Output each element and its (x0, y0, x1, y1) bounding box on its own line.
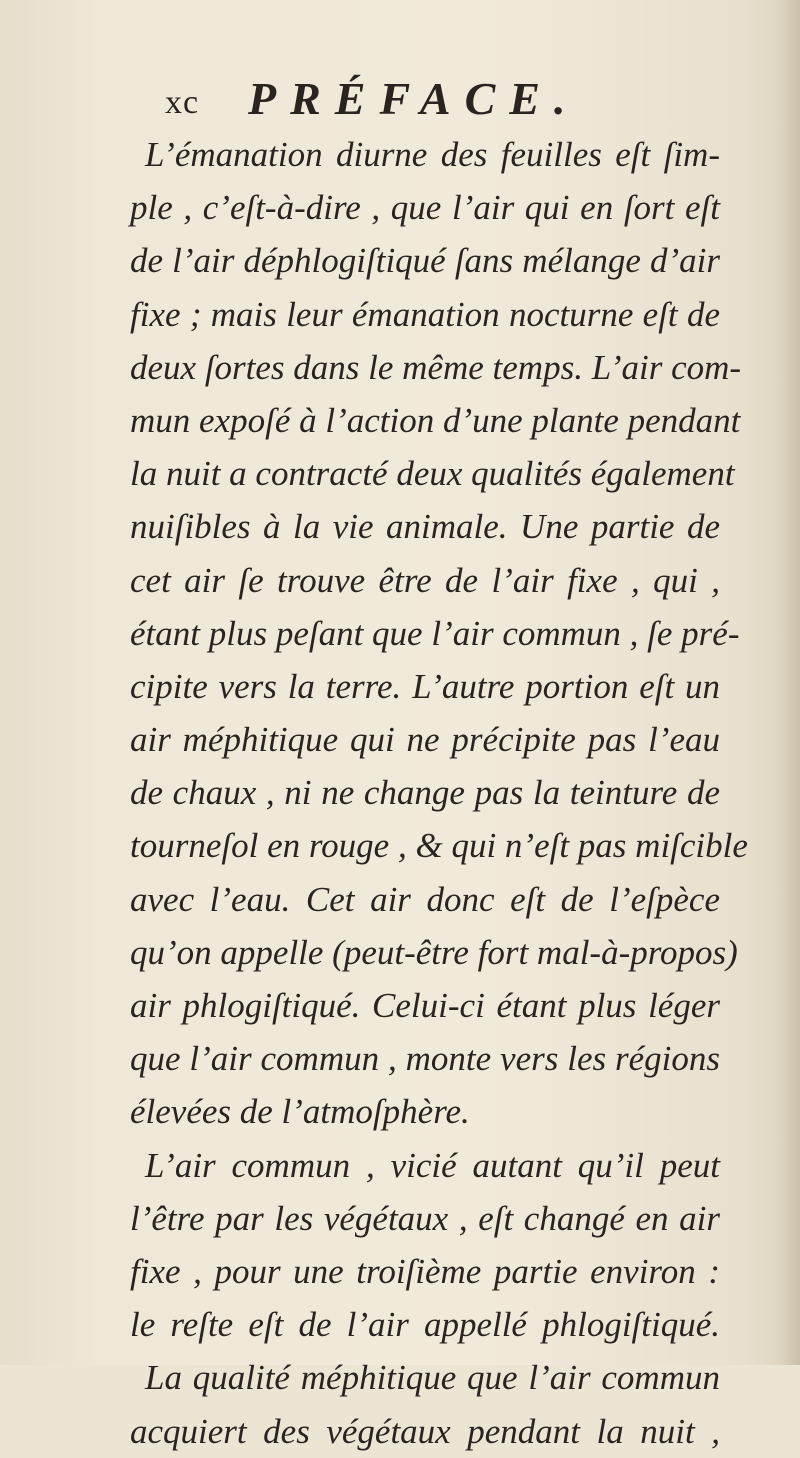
text-line: mun expoſé à l’action d’une plante pendant (130, 400, 741, 440)
text-line: l’être par les végétaux , eſt changé en air (130, 1198, 720, 1238)
text-line: qu’on appelle (peut-être fort mal-à-propos) (130, 932, 738, 972)
text-line: nuiſibles à la vie animale. Une partie de (130, 507, 720, 547)
text-line: tourneſol en rouge , & qui n’eſt pas miſcible (130, 826, 748, 866)
text-line: La qualité méphitique que l’air commun (145, 1358, 720, 1398)
running-title: PRÉFACE. (248, 73, 580, 124)
text-line: fixe ; mais leur émanation nocturne eſt de (130, 294, 720, 334)
text-line: L’air commun , vicié autant qu’il peut (145, 1145, 720, 1185)
text-line: cipite vers la terre. L’autre portion eſt un (130, 666, 720, 706)
text-line: deux ſortes dans le même temps. L’air com- (130, 347, 742, 387)
page-number: xc (165, 84, 200, 121)
text-line: le reſte eſt de l’air appellé phlogiſtiqué. (130, 1305, 720, 1345)
text-line: L’émanation diurne des feuilles eſt ſim- (145, 135, 720, 174)
text-line: élevées de l’atmoſphère. (130, 1092, 470, 1132)
page-header (165, 72, 705, 132)
text-line: avec l’eau. Cet air donc eſt de l’eſpèce (130, 879, 720, 919)
text-line: air méphitique qui ne précipite pas l’eau (130, 720, 720, 760)
text-line: étant plus peſant que l’air commun , ſe pré- (130, 613, 740, 653)
text-line: air phlogiſtiqué. Celui-ci étant plus léger (130, 986, 720, 1025)
text-line: de chaux , ni ne change pas la teinture de (130, 773, 720, 813)
body-text (130, 128, 748, 1458)
text-line: de l’air déphlogiſtiqué ſans mélange d’air (130, 241, 720, 281)
text-line: fixe , pour une troiſième partie environ : (130, 1251, 720, 1291)
text-line: la nuit a contracté deux qualités également (130, 454, 735, 494)
text-line: que l’air commun , monte vers les régions (130, 1039, 720, 1079)
text-line: ple , c’eſt-à-dire , que l’air qui en ſort eſt (130, 188, 720, 228)
text-line: acquiert des végétaux pendant la nuit , (130, 1411, 720, 1451)
text-line: cet air ſe trouve être de l’air fixe , qui , (130, 560, 720, 600)
